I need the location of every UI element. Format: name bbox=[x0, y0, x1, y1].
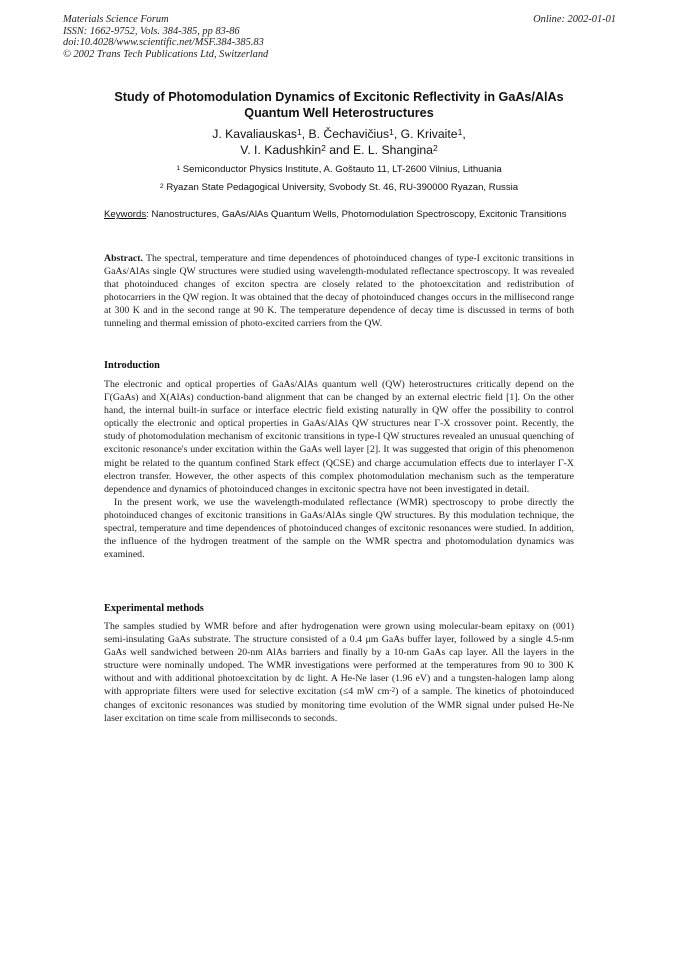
keywords-colon: : bbox=[146, 209, 152, 220]
affiliation-2 bbox=[60, 182, 618, 194]
author-list bbox=[90, 127, 588, 158]
keywords-label: Keywords bbox=[104, 209, 147, 220]
keywords bbox=[104, 209, 574, 221]
author-separator: , bbox=[393, 127, 401, 141]
author-name: J. Kavaliauskas bbox=[212, 127, 297, 141]
keywords-text: Nanostructures, GaAs/AlAs Quantum Wells, Photomodulation Spectroscopy, Excitonic Transitions bbox=[151, 209, 567, 220]
affiliation-1 bbox=[60, 164, 618, 176]
paragraph bbox=[104, 620, 574, 725]
author-affil-mark: 1 bbox=[389, 127, 394, 138]
author-separator: , bbox=[462, 127, 466, 141]
author-separator: , bbox=[301, 127, 309, 141]
author-name: B. Čechavičius bbox=[308, 127, 390, 141]
abstract bbox=[104, 252, 574, 331]
paragraph-text: The samples studied by WMR before and after hydrogenation were grown using molecular-beam epitaxy on (001) semi-insulating GaAs substrate. The structure consisted of a 0.4 μm GaAs buffer layer, followed by a single 4.5-nm GaAs well sandwiched between 20-nm AlAs barriers and finally by a 10-nm GaAs cap layer. All the layers in the structure were nominally undoped. The WMR investigations were performed at the temperatures from 90 to 300 K without and with additional photoexcitation by dc light. A He-Ne laser (1.96 eV) and a tungsten-halogen lamp along with appropriate filters were used for selective excitation (≤4 mW cm bbox=[104, 621, 574, 698]
author-affil-mark: 1 bbox=[296, 127, 302, 138]
introduction-body bbox=[104, 378, 574, 561]
abstract-label: Abstract. bbox=[104, 253, 143, 264]
methods-body bbox=[104, 620, 574, 725]
affiliation-mark: 2 bbox=[159, 182, 164, 190]
journal-header bbox=[63, 14, 268, 60]
unit-exponent: -2 bbox=[389, 687, 396, 695]
section-heading-methods: Experimental methods bbox=[104, 603, 204, 614]
author-name: G. Krivaite bbox=[400, 127, 458, 141]
journal-name: Materials Science Forum bbox=[63, 14, 169, 25]
paper-title: Study of Photomodulation Dynamics of Excitonic Reflectivity in GaAs/AlAs Quantum Well Heterostructures bbox=[114, 90, 564, 120]
paragraph: In the present work, we use the wavelength-modulated reflectance (WMR) spectroscopy to probe directly the photoinduced changes of excitonic transitions in GaAs/AlAs single QW structures. By this modulation technique, the spectral, temperature and time dependences of photoinduced changes of excitonic resonances were studied. In addition, the influence of the hydrogen treatment of the sample on the WMR spectra and photomodulation dynamics was examined. bbox=[104, 496, 574, 561]
author-separator: and bbox=[325, 142, 353, 157]
author-affil-mark: 2 bbox=[321, 142, 326, 153]
affiliation-text: Ryazan State Pedagogical University, Svobody St. 46, RU-390000 Ryazan, Russia bbox=[166, 182, 519, 193]
affiliation-mark: 1 bbox=[176, 164, 181, 172]
author-affil-mark: 2 bbox=[432, 142, 438, 153]
paragraph-text: ) of a sample. The kinetics of photoinduced changes of excitonic resonances was studied by monitoring time evolution of the WMR signal under pulsed He-Ne laser excitation on time scale from milliseconds to seconds. bbox=[104, 686, 574, 724]
author-name: E. L. Shangina bbox=[353, 142, 433, 157]
author-name: V. I. Kadushkin bbox=[240, 142, 322, 157]
abstract-text: The spectral, temperature and time dependences of photoinduced changes of type-I excitonic transitions in GaAs/AlAs single QW structures were studied using wavelength-modulated reflectance spectroscopy. It was revealed that photoinduced changes of exciton spectra are closely related to the photoexcitation and redistribution of photocarriers in the QW region. It was obtained that the decay of photoinduced changes occurs in the millisecond range at 300 K and in the second range at 90 K. The temperature dependence of decay time is discussed in terms of both tunneling and thermal emission of photo-excited carriers from the QW. bbox=[104, 253, 574, 330]
copyright-line: © 2002 Trans Tech Publications Ltd, Switzerland bbox=[63, 48, 269, 60]
issn-line: ISSN: 1662-9752, Vols. 384-385, pp 83-86 bbox=[63, 25, 240, 37]
doi-line[interactable]: doi:10.4028/www.scientific.net/MSF.384-385.83 bbox=[63, 37, 264, 49]
online-date: Online: 2002-01-01 bbox=[533, 14, 616, 25]
paragraph: The electronic and optical properties of GaAs/AlAs quantum well (QW) heterostructures critically depend on the Γ(GaAs) and X(AlAs) conduction-band alignment that can be changed by an external electric field [1]. On the other hand, the internal built-in surface or interface electric field existing naturally in QW offer the possibility to control optically the electronic and optical properties in GaAs/AlAs QW structures near Γ-X crossover point. Recently, the study of photomodulation mechanism of excitonic transitions in type-I QW structures revealed an unusual quenching of excitonic resonance's under excitation within the GaAs well layer [2]. It was suggested that origin of this phenomenon might be related to the quantum confined Stark effect (QCSE) and charge accumulation effects due to interlayer Γ-X electron transfer. However, the other aspects of this complex photomodulation mechanism such as the temperature dependence and dynamics of photoinduced changes in excitonic spectra have not been investigated in detail. bbox=[104, 379, 574, 495]
section-heading-introduction: Introduction bbox=[104, 360, 160, 371]
affiliation-text: Semiconductor Physics Institute, A. Goštauto 11, LT-2600 Vilnius, Lithuania bbox=[182, 164, 502, 175]
author-affil-mark: 1 bbox=[457, 127, 463, 138]
